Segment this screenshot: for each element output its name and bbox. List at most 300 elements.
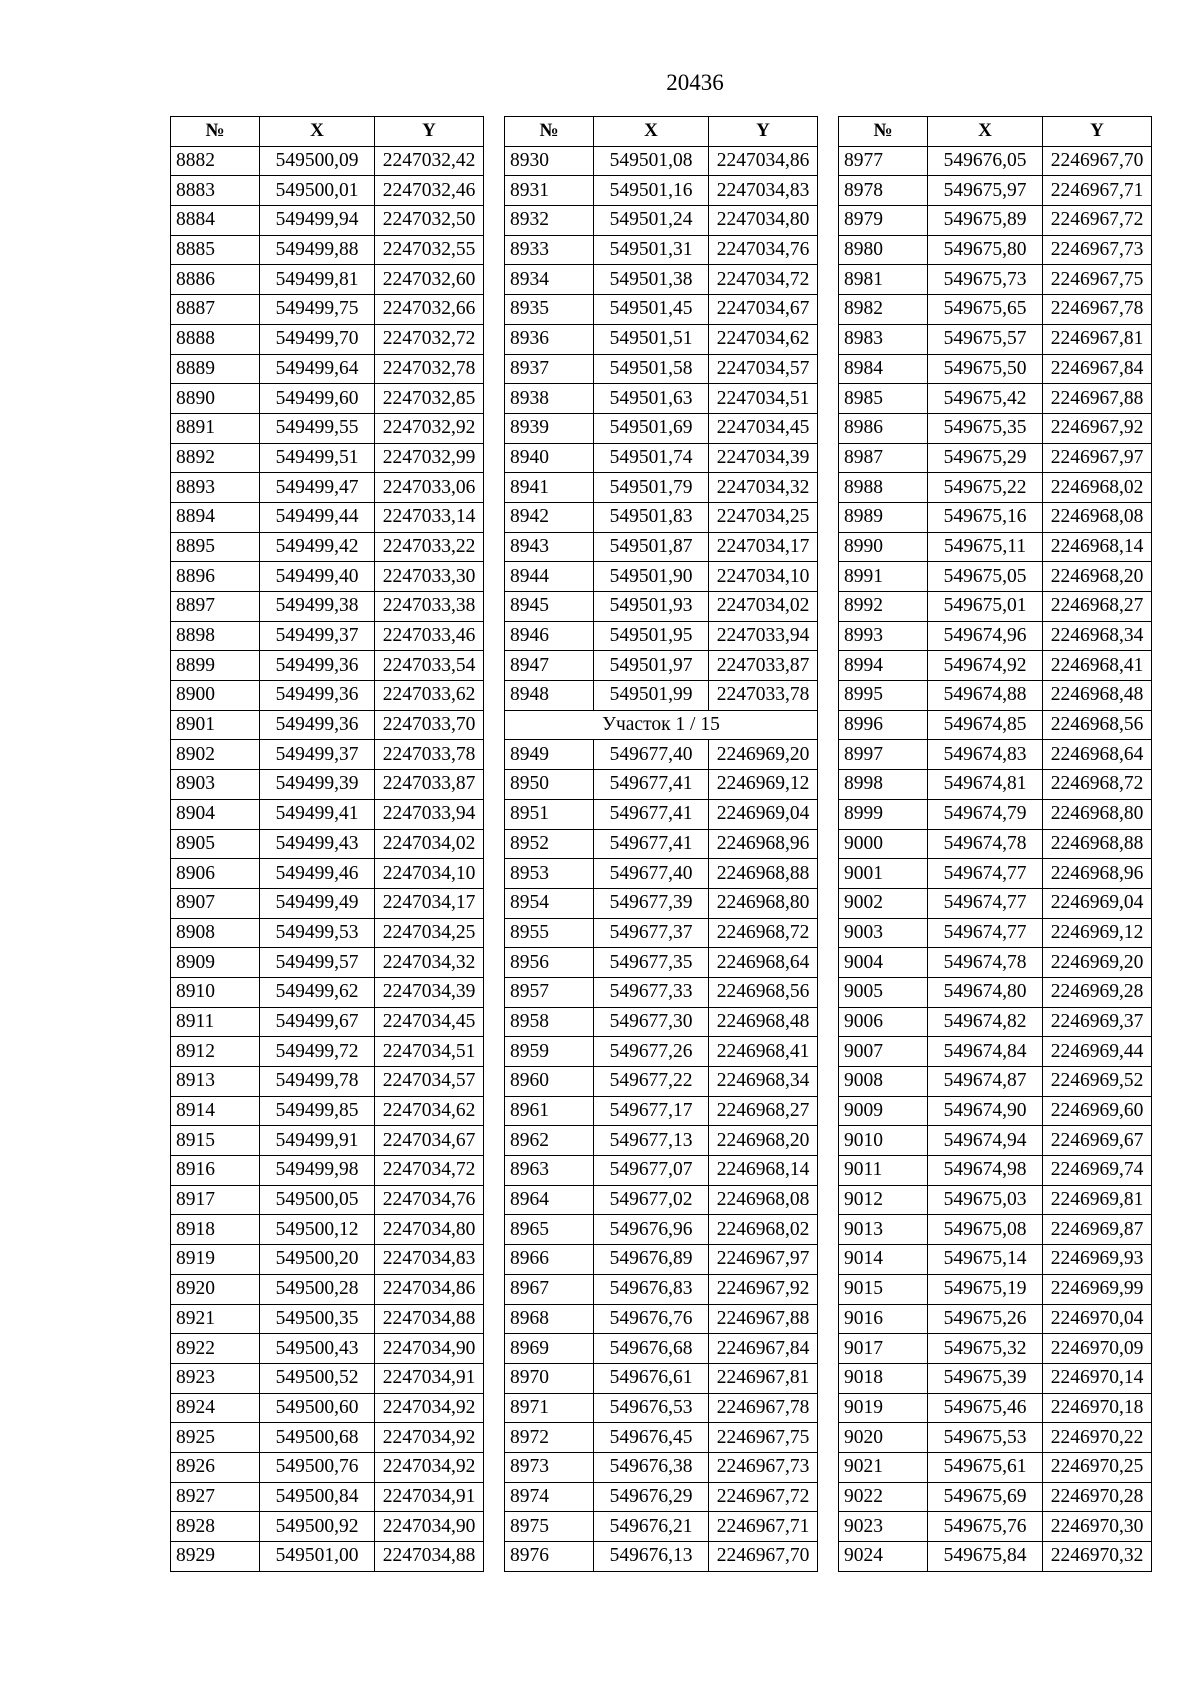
table-row (839, 918, 1152, 948)
table-row (839, 681, 1152, 711)
table-row (839, 443, 1152, 473)
cell-number: 8894 (171, 502, 260, 532)
cell-x: 549499,41 (260, 799, 375, 829)
cell-number: 8925 (171, 1423, 260, 1453)
cell-number: 8898 (171, 621, 260, 651)
cell-x: 549501,99 (594, 681, 709, 711)
cell-y: 2247033,54 (375, 651, 484, 681)
table-row (171, 1363, 484, 1393)
table-row (839, 354, 1152, 384)
cell-y: 2247032,72 (375, 324, 484, 354)
cell-x: 549501,00 (260, 1542, 375, 1572)
cell-x: 549499,94 (260, 206, 375, 236)
cell-y: 2246969,28 (1043, 977, 1152, 1007)
cell-number: 8970 (505, 1363, 594, 1393)
cell-x: 549674,80 (928, 977, 1043, 1007)
cell-y: 2246968,80 (709, 888, 818, 918)
cell-number: 8920 (171, 1274, 260, 1304)
cell-x: 549675,39 (928, 1363, 1043, 1393)
cell-number: 8979 (839, 206, 928, 236)
table-row (839, 295, 1152, 325)
cell-y: 2246968,14 (709, 1156, 818, 1186)
cell-y: 2246969,87 (1043, 1215, 1152, 1245)
cell-number: 8963 (505, 1156, 594, 1186)
cell-number: 8988 (839, 473, 928, 503)
cell-number: 8912 (171, 1037, 260, 1067)
table-row (839, 532, 1152, 562)
table-row (839, 473, 1152, 503)
cell-x: 549674,83 (928, 740, 1043, 770)
cell-number: 8999 (839, 799, 928, 829)
cell-number: 8922 (171, 1334, 260, 1364)
cell-y: 2247034,45 (709, 413, 818, 443)
cell-x: 549674,90 (928, 1096, 1043, 1126)
cell-x: 549499,98 (260, 1156, 375, 1186)
table-row (171, 710, 484, 740)
table-row (171, 592, 484, 622)
cell-y: 2247034,92 (375, 1393, 484, 1423)
table-row (171, 1126, 484, 1156)
cell-y: 2246968,96 (1043, 859, 1152, 889)
cell-y: 2246968,20 (1043, 562, 1152, 592)
table-row (171, 1482, 484, 1512)
cell-number: 8976 (505, 1542, 594, 1572)
table-row (839, 1274, 1152, 1304)
cell-x: 549677,41 (594, 829, 709, 859)
cell-number: 8936 (505, 324, 594, 354)
table-row (505, 354, 818, 384)
cell-x: 549675,03 (928, 1185, 1043, 1215)
table-row (171, 265, 484, 295)
cell-number: 8901 (171, 710, 260, 740)
cell-y: 2246969,37 (1043, 1007, 1152, 1037)
cell-x: 549499,44 (260, 502, 375, 532)
cell-y: 2247034,32 (375, 948, 484, 978)
cell-number: 8946 (505, 621, 594, 651)
cell-number: 8984 (839, 354, 928, 384)
cell-y: 2246969,12 (1043, 918, 1152, 948)
cell-number: 8938 (505, 384, 594, 414)
cell-y: 2247034,39 (709, 443, 818, 473)
cell-x: 549675,42 (928, 384, 1043, 414)
table-row (839, 1067, 1152, 1097)
table-row (839, 1512, 1152, 1542)
table-row (839, 948, 1152, 978)
cell-x: 549675,11 (928, 532, 1043, 562)
cell-number: 8971 (505, 1393, 594, 1423)
table-row (171, 740, 484, 770)
table-row (839, 146, 1152, 176)
table-row (171, 532, 484, 562)
table-row (171, 1274, 484, 1304)
table-row (505, 859, 818, 889)
cell-number: 9008 (839, 1067, 928, 1097)
cell-number: 8975 (505, 1512, 594, 1542)
table-row (171, 1245, 484, 1275)
cell-y: 2247034,76 (709, 235, 818, 265)
cell-y: 2246968,08 (709, 1185, 818, 1215)
cell-number: 8982 (839, 295, 928, 325)
cell-y: 2246969,20 (1043, 948, 1152, 978)
cell-number: 8913 (171, 1067, 260, 1097)
cell-number: 8964 (505, 1185, 594, 1215)
table-row (171, 235, 484, 265)
table-row (171, 859, 484, 889)
cell-number: 8885 (171, 235, 260, 265)
cell-x: 549676,29 (594, 1482, 709, 1512)
cell-x: 549499,51 (260, 443, 375, 473)
table-row (839, 859, 1152, 889)
cell-x: 549501,58 (594, 354, 709, 384)
table-row (839, 324, 1152, 354)
cell-number: 8952 (505, 829, 594, 859)
cell-number: 8981 (839, 265, 928, 295)
table-row (171, 413, 484, 443)
cell-y: 2246969,52 (1043, 1067, 1152, 1097)
table-row (505, 740, 818, 770)
cell-number: 9000 (839, 829, 928, 859)
cell-x: 549674,96 (928, 621, 1043, 651)
table-row (171, 888, 484, 918)
cell-y: 2247034,62 (375, 1096, 484, 1126)
cell-y: 2246968,14 (1043, 532, 1152, 562)
cell-x: 549499,60 (260, 384, 375, 414)
table-row (171, 1156, 484, 1186)
cell-number: 8895 (171, 532, 260, 562)
cell-x: 549500,60 (260, 1393, 375, 1423)
cell-x: 549675,57 (928, 324, 1043, 354)
cell-x: 549677,26 (594, 1037, 709, 1067)
cell-x: 549500,84 (260, 1482, 375, 1512)
cell-y: 2246969,74 (1043, 1156, 1152, 1186)
cell-number: 8934 (505, 265, 594, 295)
table-row (505, 1423, 818, 1453)
cell-y: 2247034,83 (375, 1245, 484, 1275)
table-row (839, 977, 1152, 1007)
cell-number: 8996 (839, 710, 928, 740)
cell-y: 2246970,18 (1043, 1393, 1152, 1423)
cell-x: 549499,70 (260, 324, 375, 354)
cell-y: 2247034,80 (709, 206, 818, 236)
cell-y: 2246967,92 (709, 1274, 818, 1304)
cell-y: 2247034,57 (375, 1067, 484, 1097)
table-row (171, 1512, 484, 1542)
cell-number: 8995 (839, 681, 928, 711)
cell-number: 8965 (505, 1215, 594, 1245)
cell-y: 2247032,50 (375, 206, 484, 236)
cell-y: 2247034,76 (375, 1185, 484, 1215)
table-row (505, 1482, 818, 1512)
cell-number: 9016 (839, 1304, 928, 1334)
cell-y: 2246968,41 (1043, 651, 1152, 681)
cell-y: 2246968,34 (709, 1067, 818, 1097)
cell-y: 2246968,41 (709, 1037, 818, 1067)
cell-x: 549675,01 (928, 592, 1043, 622)
cell-x: 549674,92 (928, 651, 1043, 681)
table-row (839, 1156, 1152, 1186)
cell-x: 549500,01 (260, 176, 375, 206)
cell-x: 549674,87 (928, 1067, 1043, 1097)
cell-y: 2246967,81 (1043, 324, 1152, 354)
cell-number: 8977 (839, 146, 928, 176)
cell-number: 8918 (171, 1215, 260, 1245)
cell-x: 549499,55 (260, 413, 375, 443)
cell-y: 2246967,78 (1043, 295, 1152, 325)
cell-number: 8892 (171, 443, 260, 473)
cell-number: 8959 (505, 1037, 594, 1067)
table-row (505, 829, 818, 859)
table-row (171, 770, 484, 800)
cell-y: 2247033,06 (375, 473, 484, 503)
column-header-x: X (260, 117, 375, 147)
table-row (505, 1037, 818, 1067)
cell-number: 8957 (505, 977, 594, 1007)
column-header-number: № (171, 117, 260, 147)
table-row (505, 235, 818, 265)
table-row (839, 1007, 1152, 1037)
table-row (839, 888, 1152, 918)
cell-number: 9014 (839, 1245, 928, 1275)
table-row (171, 176, 484, 206)
cell-x: 549676,38 (594, 1452, 709, 1482)
table-row (171, 651, 484, 681)
table-row (171, 324, 484, 354)
cell-y: 2247032,92 (375, 413, 484, 443)
cell-x: 549499,39 (260, 770, 375, 800)
table-row (505, 1452, 818, 1482)
table-row (505, 443, 818, 473)
cell-y: 2247033,14 (375, 502, 484, 532)
table-row (171, 146, 484, 176)
table-header-row (839, 117, 1152, 147)
table-row (505, 799, 818, 829)
table-row (839, 384, 1152, 414)
cell-y: 2247034,72 (709, 265, 818, 295)
cell-number: 8917 (171, 1185, 260, 1215)
cell-y: 2246970,30 (1043, 1512, 1152, 1542)
cell-y: 2247032,42 (375, 146, 484, 176)
table-row (171, 977, 484, 1007)
cell-x: 549675,29 (928, 443, 1043, 473)
cell-x: 549499,49 (260, 888, 375, 918)
cell-number: 8953 (505, 859, 594, 889)
table-row (839, 1304, 1152, 1334)
column-header-number: № (839, 117, 928, 147)
cell-number: 8983 (839, 324, 928, 354)
cell-number: 8997 (839, 740, 928, 770)
cell-y: 2246968,64 (709, 948, 818, 978)
cell-y: 2246968,48 (709, 1007, 818, 1037)
table-row (839, 740, 1152, 770)
cell-number: 8884 (171, 206, 260, 236)
cell-y: 2247034,45 (375, 1007, 484, 1037)
cell-y: 2247034,83 (709, 176, 818, 206)
cell-y: 2247034,10 (709, 562, 818, 592)
column-header-y: Y (709, 117, 818, 147)
cell-x: 549675,76 (928, 1512, 1043, 1542)
table-row (505, 562, 818, 592)
cell-x: 549677,40 (594, 859, 709, 889)
table-row (505, 1067, 818, 1097)
table-row (171, 1304, 484, 1334)
coordinates-table-1 (170, 116, 484, 1572)
cell-x: 549499,43 (260, 829, 375, 859)
cell-x: 549677,35 (594, 948, 709, 978)
cell-y: 2247033,78 (709, 681, 818, 711)
table-row (839, 1393, 1152, 1423)
table-row (839, 829, 1152, 859)
cell-number: 8966 (505, 1245, 594, 1275)
table-row (505, 473, 818, 503)
cell-x: 549675,32 (928, 1334, 1043, 1364)
cell-number: 9024 (839, 1542, 928, 1572)
cell-y: 2247032,60 (375, 265, 484, 295)
cell-number: 9017 (839, 1334, 928, 1364)
cell-x: 549674,82 (928, 1007, 1043, 1037)
cell-number: 9021 (839, 1452, 928, 1482)
cell-number: 9015 (839, 1274, 928, 1304)
table-row (171, 1037, 484, 1067)
table-row (839, 1542, 1152, 1572)
cell-y: 2246968,34 (1043, 621, 1152, 651)
cell-x: 549675,26 (928, 1304, 1043, 1334)
cell-number: 8909 (171, 948, 260, 978)
cell-y: 2247034,88 (375, 1542, 484, 1572)
cell-x: 549500,12 (260, 1215, 375, 1245)
table-row (505, 1126, 818, 1156)
cell-y: 2247033,94 (709, 621, 818, 651)
section-row (505, 710, 818, 740)
table-row (505, 1215, 818, 1245)
cell-x: 549501,51 (594, 324, 709, 354)
cell-y: 2246970,09 (1043, 1334, 1152, 1364)
cell-y: 2247034,17 (709, 532, 818, 562)
cell-y: 2247034,17 (375, 888, 484, 918)
cell-y: 2246967,97 (1043, 443, 1152, 473)
cell-number: 8931 (505, 176, 594, 206)
cell-x: 549499,37 (260, 621, 375, 651)
table-row (839, 1096, 1152, 1126)
cell-y: 2246967,81 (709, 1363, 818, 1393)
cell-y: 2247032,66 (375, 295, 484, 325)
table-row (171, 829, 484, 859)
table-row (171, 1452, 484, 1482)
table-row (171, 1067, 484, 1097)
table-row (839, 1423, 1152, 1453)
cell-y: 2246967,75 (709, 1423, 818, 1453)
cell-y: 2246968,56 (1043, 710, 1152, 740)
cell-x: 549676,05 (928, 146, 1043, 176)
cell-x: 549501,90 (594, 562, 709, 592)
table-row (505, 146, 818, 176)
cell-y: 2246967,92 (1043, 413, 1152, 443)
cell-x: 549499,75 (260, 295, 375, 325)
cell-number: 8906 (171, 859, 260, 889)
cell-y: 2247034,86 (709, 146, 818, 176)
table-row (505, 1185, 818, 1215)
cell-number: 8939 (505, 413, 594, 443)
cell-x: 549675,19 (928, 1274, 1043, 1304)
cell-number: 8903 (171, 770, 260, 800)
cell-x: 549676,45 (594, 1423, 709, 1453)
cell-number: 8919 (171, 1245, 260, 1275)
cell-number: 8972 (505, 1423, 594, 1453)
cell-x: 549675,14 (928, 1245, 1043, 1275)
cell-number: 8948 (505, 681, 594, 711)
cell-y: 2247034,02 (709, 592, 818, 622)
cell-number: 8956 (505, 948, 594, 978)
column-header-x: X (594, 117, 709, 147)
cell-y: 2247034,67 (375, 1126, 484, 1156)
table-row (839, 265, 1152, 295)
cell-x: 549500,76 (260, 1452, 375, 1482)
cell-y: 2247034,92 (375, 1423, 484, 1453)
cell-number: 9020 (839, 1423, 928, 1453)
cell-x: 549675,53 (928, 1423, 1043, 1453)
table-row (839, 1037, 1152, 1067)
cell-y: 2246970,32 (1043, 1542, 1152, 1572)
table-row (171, 502, 484, 532)
cell-number: 8893 (171, 473, 260, 503)
cell-y: 2246967,84 (709, 1334, 818, 1364)
table-row (839, 799, 1152, 829)
cell-y: 2247034,57 (709, 354, 818, 384)
cell-x: 549674,88 (928, 681, 1043, 711)
cell-number: 8904 (171, 799, 260, 829)
cell-y: 2247033,87 (375, 770, 484, 800)
cell-y: 2247034,10 (375, 859, 484, 889)
cell-y: 2246968,72 (709, 918, 818, 948)
cell-x: 549675,08 (928, 1215, 1043, 1245)
cell-number: 9019 (839, 1393, 928, 1423)
cell-y: 2246968,72 (1043, 770, 1152, 800)
cell-x: 549501,97 (594, 651, 709, 681)
cell-x: 549676,96 (594, 1215, 709, 1245)
cell-number: 8933 (505, 235, 594, 265)
cell-number: 8951 (505, 799, 594, 829)
cell-y: 2246970,25 (1043, 1452, 1152, 1482)
cell-number: 8944 (505, 562, 594, 592)
cell-number: 8889 (171, 354, 260, 384)
cell-x: 549499,36 (260, 681, 375, 711)
table-row (839, 1245, 1152, 1275)
cell-number: 8935 (505, 295, 594, 325)
cell-number: 9022 (839, 1482, 928, 1512)
cell-number: 9023 (839, 1512, 928, 1542)
table-row (171, 443, 484, 473)
table-row (171, 621, 484, 651)
cell-x: 549501,83 (594, 502, 709, 532)
cell-y: 2246969,93 (1043, 1245, 1152, 1275)
cell-number: 8928 (171, 1512, 260, 1542)
table-row (505, 502, 818, 532)
cell-number: 8929 (171, 1542, 260, 1572)
cell-x: 549501,08 (594, 146, 709, 176)
table-row (171, 1215, 484, 1245)
cell-number: 8910 (171, 977, 260, 1007)
cell-x: 549501,93 (594, 592, 709, 622)
cell-x: 549677,17 (594, 1096, 709, 1126)
table-row (171, 1393, 484, 1423)
cell-y: 2247034,51 (375, 1037, 484, 1067)
cell-number: 8947 (505, 651, 594, 681)
cell-y: 2247034,25 (375, 918, 484, 948)
cell-x: 549501,38 (594, 265, 709, 295)
cell-number: 9011 (839, 1156, 928, 1186)
cell-y: 2247034,39 (375, 977, 484, 1007)
cell-y: 2246967,75 (1043, 265, 1152, 295)
cell-y: 2246967,72 (709, 1482, 818, 1512)
